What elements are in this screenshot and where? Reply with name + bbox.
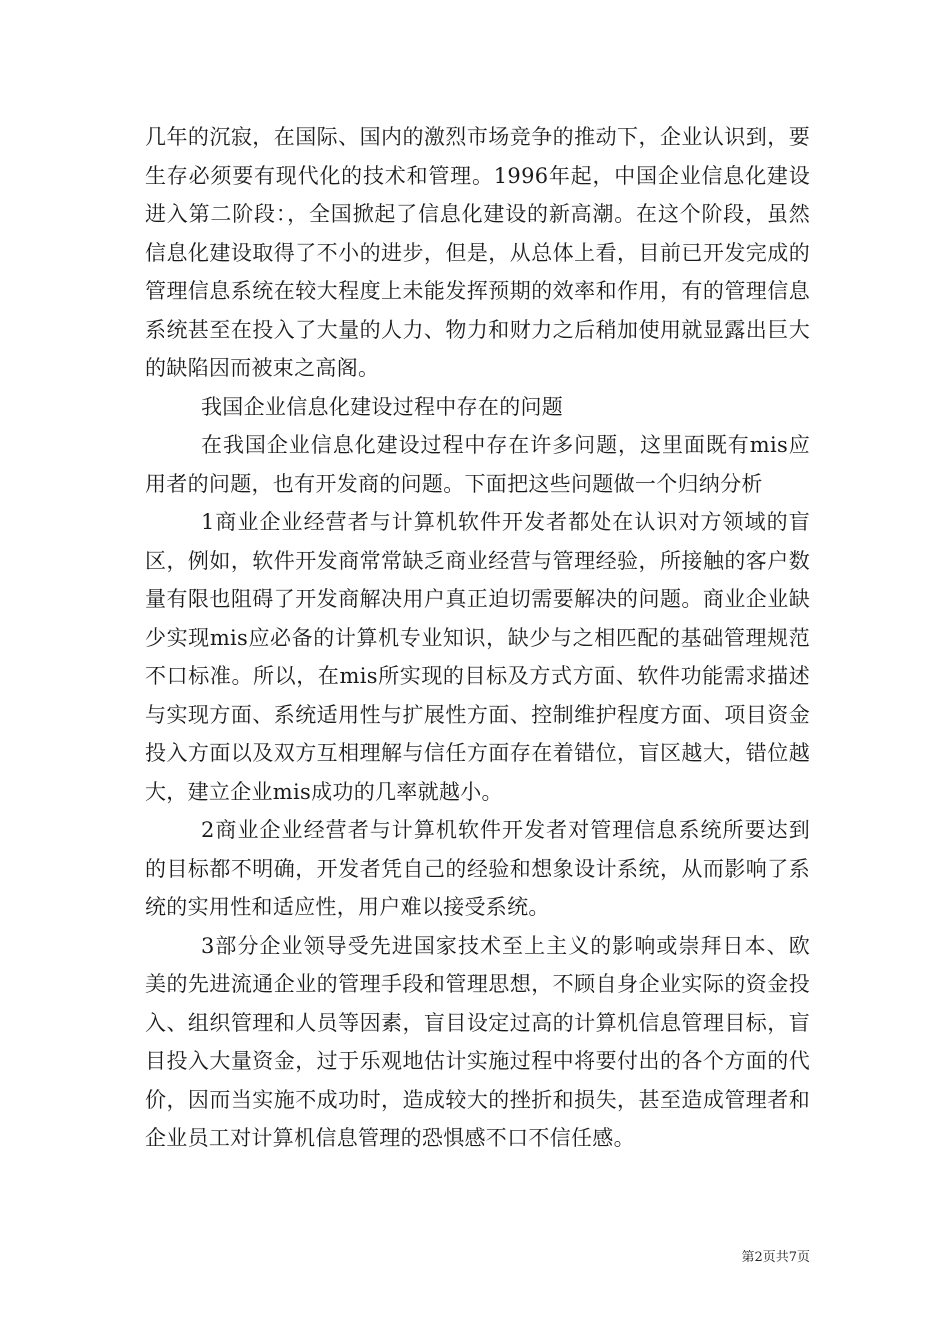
paragraph-point-3: 3部分企业领导受先进国家技术至上主义的影响或崇拜日本、欧美的先进流通企业的管理手段和管理思想，不顾自身企业实际的资金投入、组织管理和人员等因素，盲目设定过高的计算机信息管理目标，盲目投入大量资金，过于乐观地估计实施过程中将要付出的各个方面的代价，因而当实施不成功时，造成较大的挫折和损失，甚至造成管理者和企业员工对计算机信息管理的恐惧感不口不信任感。: [145, 933, 810, 1150]
paragraph-continuation: 几年的沉寂，在国际、国内的激烈市场竞争的推动下，企业认识到，要生存必须要有现代化的技术和管理。1996年起，中国企业信息化建设进入第二阶段：，全国掀起了信息化建设的新高潮。在这个阶段，虽然信息化建设取得了不小的进步，但是，从总体上看，目前已开发完成的管理信息系统在较大程度上未能发挥预期的效率和作用，有的管理信息系统甚至在投入了大量的人力、物力和财力之后稍加使用就显露出巨大的缺陷因而被束之高阁。: [145, 125, 810, 380]
paragraph-point-1: 1商业企业经营者与计算机软件开发者都处在认识对方领域的盲区，例如，软件开发商常常缺乏商业经营与管理经验，所接触的客户数量有限也阻碍了开发商解决用户真正迫切需要解决的问题。商业企业缺少实现mis应必备的计算机专业知识，缺少与之相匹配的基础管理规范不口标准。所以，在mis所实现的目标及方式方面、软件功能需求描述与实现方面、系统适用性与扩展性方面、控制维护程度方面、项目资金投入方面以及双方互相理解与信任方面存在着错位，盲区越大，错位越大，建立企业mis成功的几率就越小。: [145, 510, 810, 804]
section-heading: 我国企业信息化建设过程中存在的问题: [201, 394, 564, 419]
page-number-footer: 第2页共7页: [741, 1250, 810, 1265]
document-body: [145, 118, 810, 1158]
paragraph-intro: 在我国企业信息化建设过程中存在许多问题，这里面既有mis应用者的问题，也有开发商的问题。下面把这些问题做一个归纳分析: [145, 433, 810, 496]
paragraph-point-2: 2商业企业经营者与计算机软件开发者对管理信息系统所要达到的目标都不明确，开发者凭自己的经验和想象设计系统，从而影响了系统的实用性和适应性，用户难以接受系统。: [145, 818, 810, 919]
